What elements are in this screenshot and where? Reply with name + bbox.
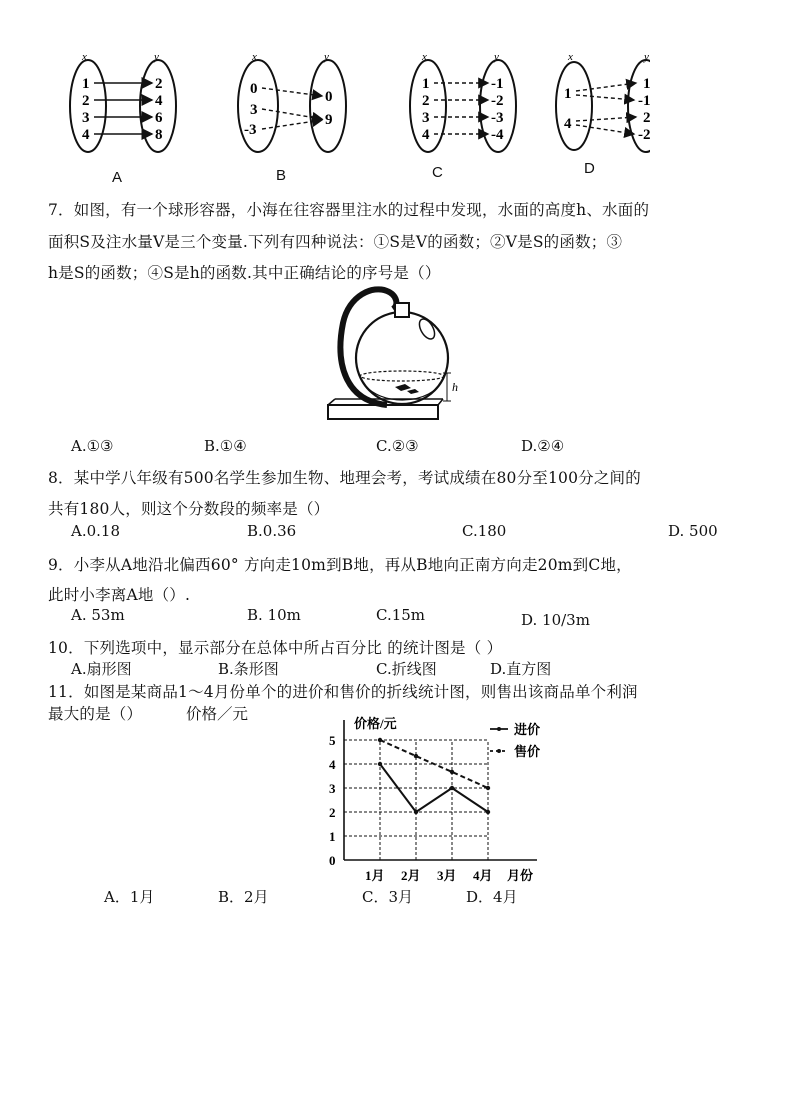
y-tick-label: 4 [329,757,336,772]
mapping-figure-c [410,51,516,152]
domain-value: -3 [244,122,257,138]
q9-line2: 此时小李离A地（）. [48,586,191,604]
domain-value: 4 [82,127,90,143]
q8-option-b: B.0.36 [247,522,297,540]
x-header: x [82,51,87,63]
domain-ellipse [556,62,592,150]
domain-ellipse [238,60,278,152]
q10-line1: 10．下列选项中，显示部分在总体中所占百分比 的统计图是（ ） [48,639,503,657]
data-point [486,810,490,814]
q7-line2: 面积S及注水量V是三个变量.下列有四种说法：①S是V的函数；②V是S的函数；③ [48,233,623,251]
q11-option-b: B．2月 [218,888,269,906]
domain-value: 2 [82,93,90,109]
q8-option-a: A.0.18 [71,522,120,540]
chart-title: 价格/元 [354,716,397,731]
q9-option-c: C.15m [376,606,426,624]
q10-option-a: A.扇形图 [71,660,132,678]
y-header: y [154,51,159,63]
mapping-figure-d [556,51,650,152]
range-value: -1 [638,93,650,109]
x-tick-label: 4月 [473,868,493,883]
legend-marker [497,749,501,753]
q7-option-a: A.①③ [71,437,114,455]
data-point [378,762,382,766]
height-label: h [452,380,458,394]
legend-label: 进价 [514,722,541,737]
x-tick-label: 3月 [437,868,457,883]
reflection [416,316,437,341]
x-tick-label: 2月 [401,868,421,883]
y-tick-label: 1 [329,829,336,844]
figure-label-d: D [584,160,595,177]
q7-line1: 7．如图，有一个球形容器，小海在往容器里注水的过程中发现，水面的高度h、水面的 [48,201,650,219]
range-value: -1 [491,76,504,92]
q9-option-b: B. 10m [247,606,301,624]
mapping-figure-b [238,51,346,152]
range-value: 2 [155,76,163,92]
range-value: -2 [491,93,504,109]
figure-label-c: C [432,164,443,181]
q11-option-c: C．3月 [362,888,414,906]
q9-option-d: D. 10/3m [521,611,590,629]
x-header: x [422,51,427,63]
price-line-chart [322,716,572,886]
q9-line1: 9．小李从A地沿北偏西60° 方向走10m到B地，再从B地向正南方向走20m到C地， [48,556,632,574]
q8-option-d: D. 500 [668,522,718,540]
q11-option-a: A．1月 [104,888,155,906]
legend-marker [497,727,501,731]
range-value: 4 [155,93,163,109]
domain-value: 1 [422,76,430,92]
y-tick-label: 2 [329,805,336,820]
x-header: x [252,51,257,63]
range-value: 2 [643,110,650,126]
q11-price-label: 价格／元 [186,705,249,723]
water-surface [360,371,444,381]
q7-line3: h是S的函数；④S是h的函数.其中正确结论的序号是（） [48,264,441,282]
y-tick-label: 3 [329,781,336,796]
spherical-container-figure [325,283,470,433]
y-header: y [494,51,499,63]
data-point [414,754,418,758]
domain-value: 2 [422,93,430,109]
x-axis-label: 月份 [507,868,534,883]
range-value: 6 [155,110,163,126]
y-tick-label: 5 [329,733,336,748]
y-tick-label: 0 [329,853,336,868]
q8-line2: 共有180人，则这个分数段的频率是（） [48,500,330,518]
q8-line1: 8．某中学八年级有500名学生参加生物、地理会考，考试成绩在80分至100分之间的 [48,469,641,487]
range-ellipse [310,60,346,152]
range-value: -2 [638,127,650,143]
range-value: 9 [325,112,333,128]
figure-label-b: B [276,167,287,184]
x-header: x [568,51,573,63]
y-header: y [644,51,649,63]
q7-option-c: C.②③ [376,437,419,455]
x-tick-label: 1月 [365,868,385,883]
data-point [450,770,454,774]
domain-value: 1 [82,76,90,92]
range-value: 0 [325,89,333,105]
q10-option-d: D.直方图 [490,660,552,678]
domain-value: 3 [250,102,258,118]
domain-value: 3 [422,110,430,126]
domain-value: 3 [82,110,90,126]
data-point [486,786,490,790]
range-value: -4 [491,127,504,143]
q10-option-c: C.折线图 [376,660,437,678]
data-point [450,786,454,790]
y-header: y [324,51,329,63]
domain-value: 4 [564,116,572,132]
q9-option-a: A. 53m [71,606,125,624]
mapping-figures [60,48,650,188]
range-value: -3 [491,110,504,126]
range-value: 8 [155,127,163,143]
figure-label-a: A [112,169,123,186]
q7-option-b: B.①④ [204,437,247,455]
legend-label: 售价 [514,744,541,759]
q11-line2: 最大的是（） [48,705,143,723]
stand-arc [340,289,396,405]
domain-value: 1 [564,86,572,102]
q11-line1: 11．如图是某商品1～4月份单个的进价和售价的折线统计图，则售出该商品单个利润 [48,683,638,701]
neck [395,303,409,317]
q8-option-c: C.180 [462,522,507,540]
domain-value: 0 [250,81,258,97]
domain-value: 4 [422,127,430,143]
q11-option-d: D．4月 [466,888,518,906]
mapping-figure-a [70,51,176,152]
range-value: 1 [643,76,650,92]
data-point [414,810,418,814]
q7-option-d: D.②④ [521,437,565,455]
q10-option-b: B.条形图 [218,660,279,678]
data-point [378,738,382,742]
